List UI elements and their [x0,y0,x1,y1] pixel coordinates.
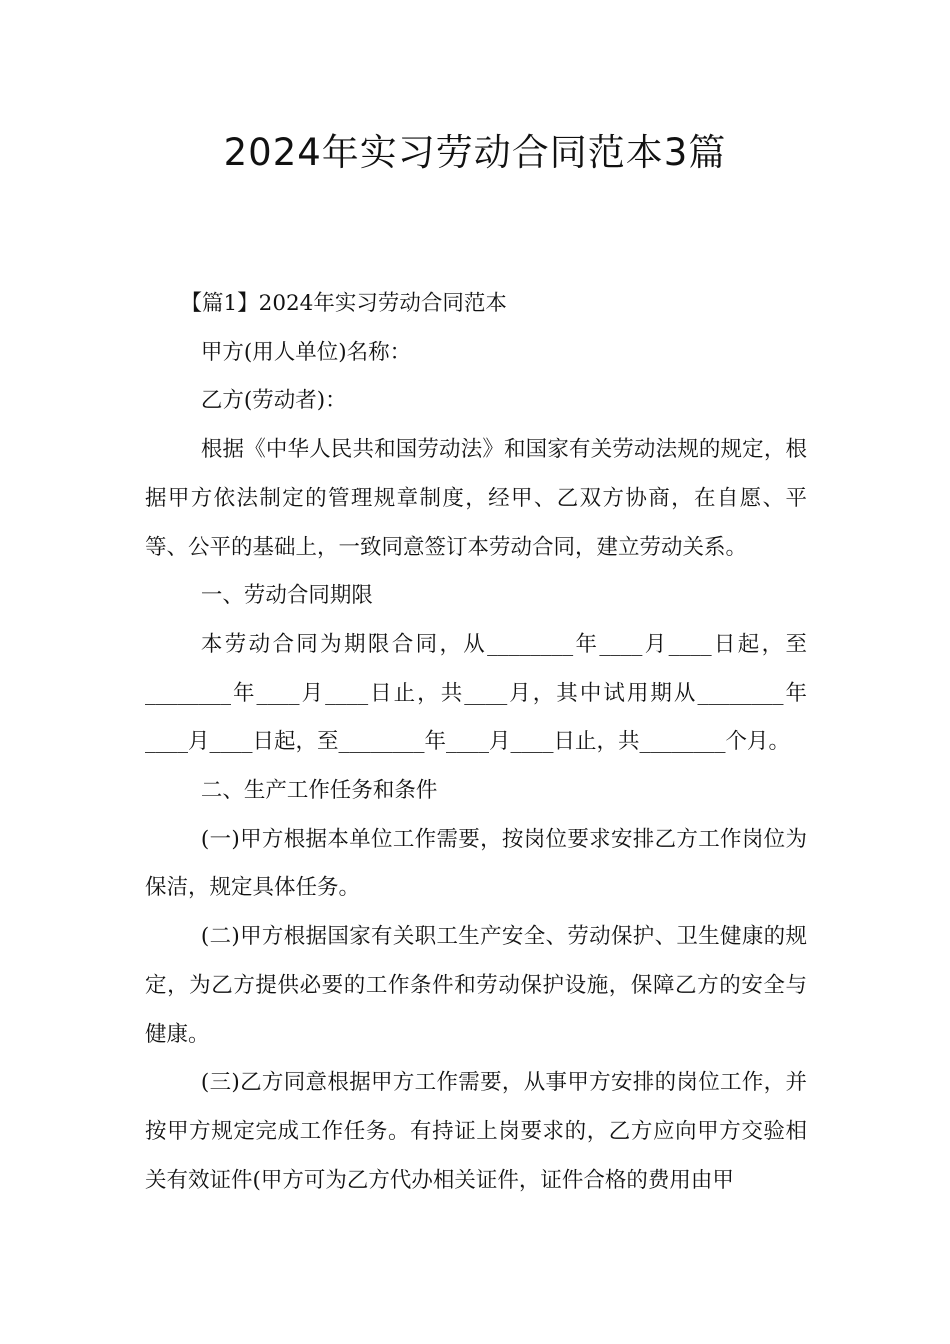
tasks-paragraph-1: (一)甲方根据本单位工作需要，按岗位要求安排乙方工作岗位为保洁，规定具体任务。 [145,826,807,901]
intro-paragraph: 根据《中华人民共和国劳动法》和国家有关劳动法规的规定，根据甲方依法制定的管理规章制度，经甲、乙双方协商，在自愿、平等、公平的基础上，一致同意签订本劳动合同，建立劳动关系。 [145,437,807,560]
document-title: 2024年实习劳动合同范本3篇 [223,131,727,174]
document-body [145,280,807,1205]
tasks-paragraph-3: (三)乙方同意根据甲方工作需要，从事甲方安排的岗位工作，并按甲方规定完成工作任务。有持证上岗要求的，乙方应向甲方交验相关有效证件(甲方可为乙方代办相关证件，证件合格的费用由甲 [145,1070,807,1193]
party-b-field: 乙方(劳动者)： [200,388,347,414]
tasks-paragraph-2: (二)甲方根据国家有关职工生产安全、劳动保护、卫生健康的规定，为乙方提供必要的工作条件和劳动保护设施，保障乙方的安全与健康。 [145,924,807,1047]
clause-heading-term: 一、劳动合同期限 [200,583,373,609]
party-a-field: 甲方(用人单位)名称： [200,339,412,365]
clause-heading-tasks: 二、生产工作任务和条件 [200,778,438,804]
term-paragraph: 本劳动合同为期限合同，从________年____月____日起，至________年____月____日止，共____月，其中试用期从________年____月____日起，至________年____月____日止，共________个月。 [145,631,807,755]
section-heading-part1: 【篇1】2024年实习劳动合同范本 [180,291,507,316]
